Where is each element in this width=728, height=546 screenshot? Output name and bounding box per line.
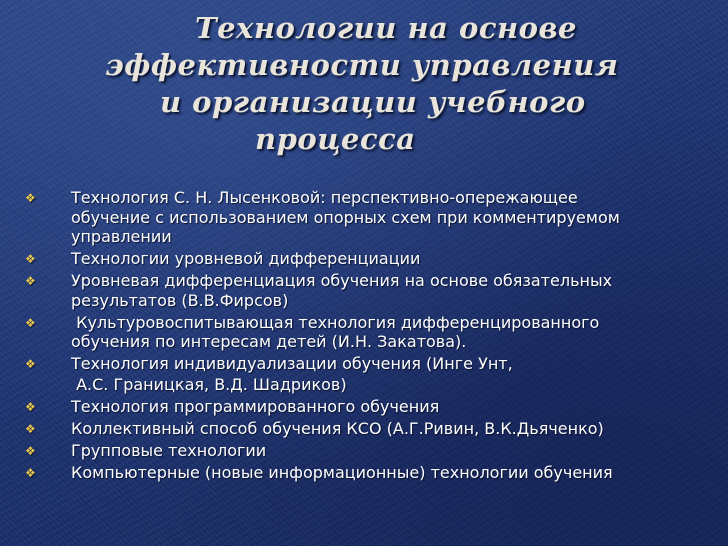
list-item-text: Технологии уровневой дифференциации bbox=[71, 249, 421, 268]
diamond-bullet-icon bbox=[25, 445, 37, 457]
diamond-bullet-icon bbox=[25, 192, 37, 204]
list-item-text: обучения по интересам детей (И.Н. Закатова). bbox=[71, 332, 467, 351]
list-item-text: Технология С. Н. Лысенковой: перспективно-опережающее bbox=[71, 188, 578, 207]
list-item-text: А.С. Границкая, В.Д. Шадриков) bbox=[71, 375, 347, 394]
diamond-bullet-icon bbox=[25, 253, 37, 265]
diamond-bullet-icon bbox=[25, 467, 37, 479]
list-item-text: Технология программированного обучения bbox=[71, 397, 440, 416]
list-item-text: Технология индивидуализации обучения (Инге Унт, bbox=[71, 354, 513, 373]
list-item-text: Групповые технологии bbox=[71, 441, 267, 460]
list-item bbox=[10, 419, 722, 439]
diamond-bullet-icon bbox=[25, 401, 37, 413]
list-item-text: результатов (В.В.Фирсов) bbox=[71, 290, 289, 310]
diamond-bullet-icon bbox=[25, 423, 37, 435]
list-item-text: обучение с использованием опорных схем при комментируемом bbox=[71, 207, 620, 227]
diamond-bullet-icon bbox=[25, 275, 37, 287]
list-item bbox=[10, 441, 722, 461]
list-item-text: Коллективный способ обучения КСО (А.Г.Ривин, В.К.Дьяченко) bbox=[71, 419, 604, 438]
diamond-bullet-icon bbox=[25, 317, 37, 329]
list-item bbox=[10, 249, 722, 269]
title-line: и организации учебного bbox=[160, 85, 586, 119]
title-line: Технологии на основе bbox=[195, 11, 577, 45]
slide-title bbox=[60, 10, 640, 158]
list-item bbox=[10, 354, 722, 374]
diamond-bullet-icon bbox=[25, 358, 37, 370]
list-item bbox=[10, 397, 722, 417]
list-item-text: Уровневая дифференциация обучения на основе обязательных bbox=[71, 271, 613, 290]
list-item bbox=[10, 375, 722, 395]
title-line: процесса bbox=[255, 122, 416, 156]
bullet-list bbox=[10, 188, 722, 485]
list-item-text: Компьютерные (новые информационные) технологии обучения bbox=[71, 463, 613, 482]
list-item-text: Культуровоспитывающая технология дифференцированного bbox=[71, 312, 600, 332]
list-item bbox=[10, 313, 722, 352]
list-item bbox=[10, 463, 722, 483]
title-line: эффективности управления bbox=[105, 48, 619, 82]
list-item bbox=[10, 271, 722, 310]
list-item bbox=[10, 188, 722, 247]
list-item-text: управлении bbox=[71, 227, 172, 246]
